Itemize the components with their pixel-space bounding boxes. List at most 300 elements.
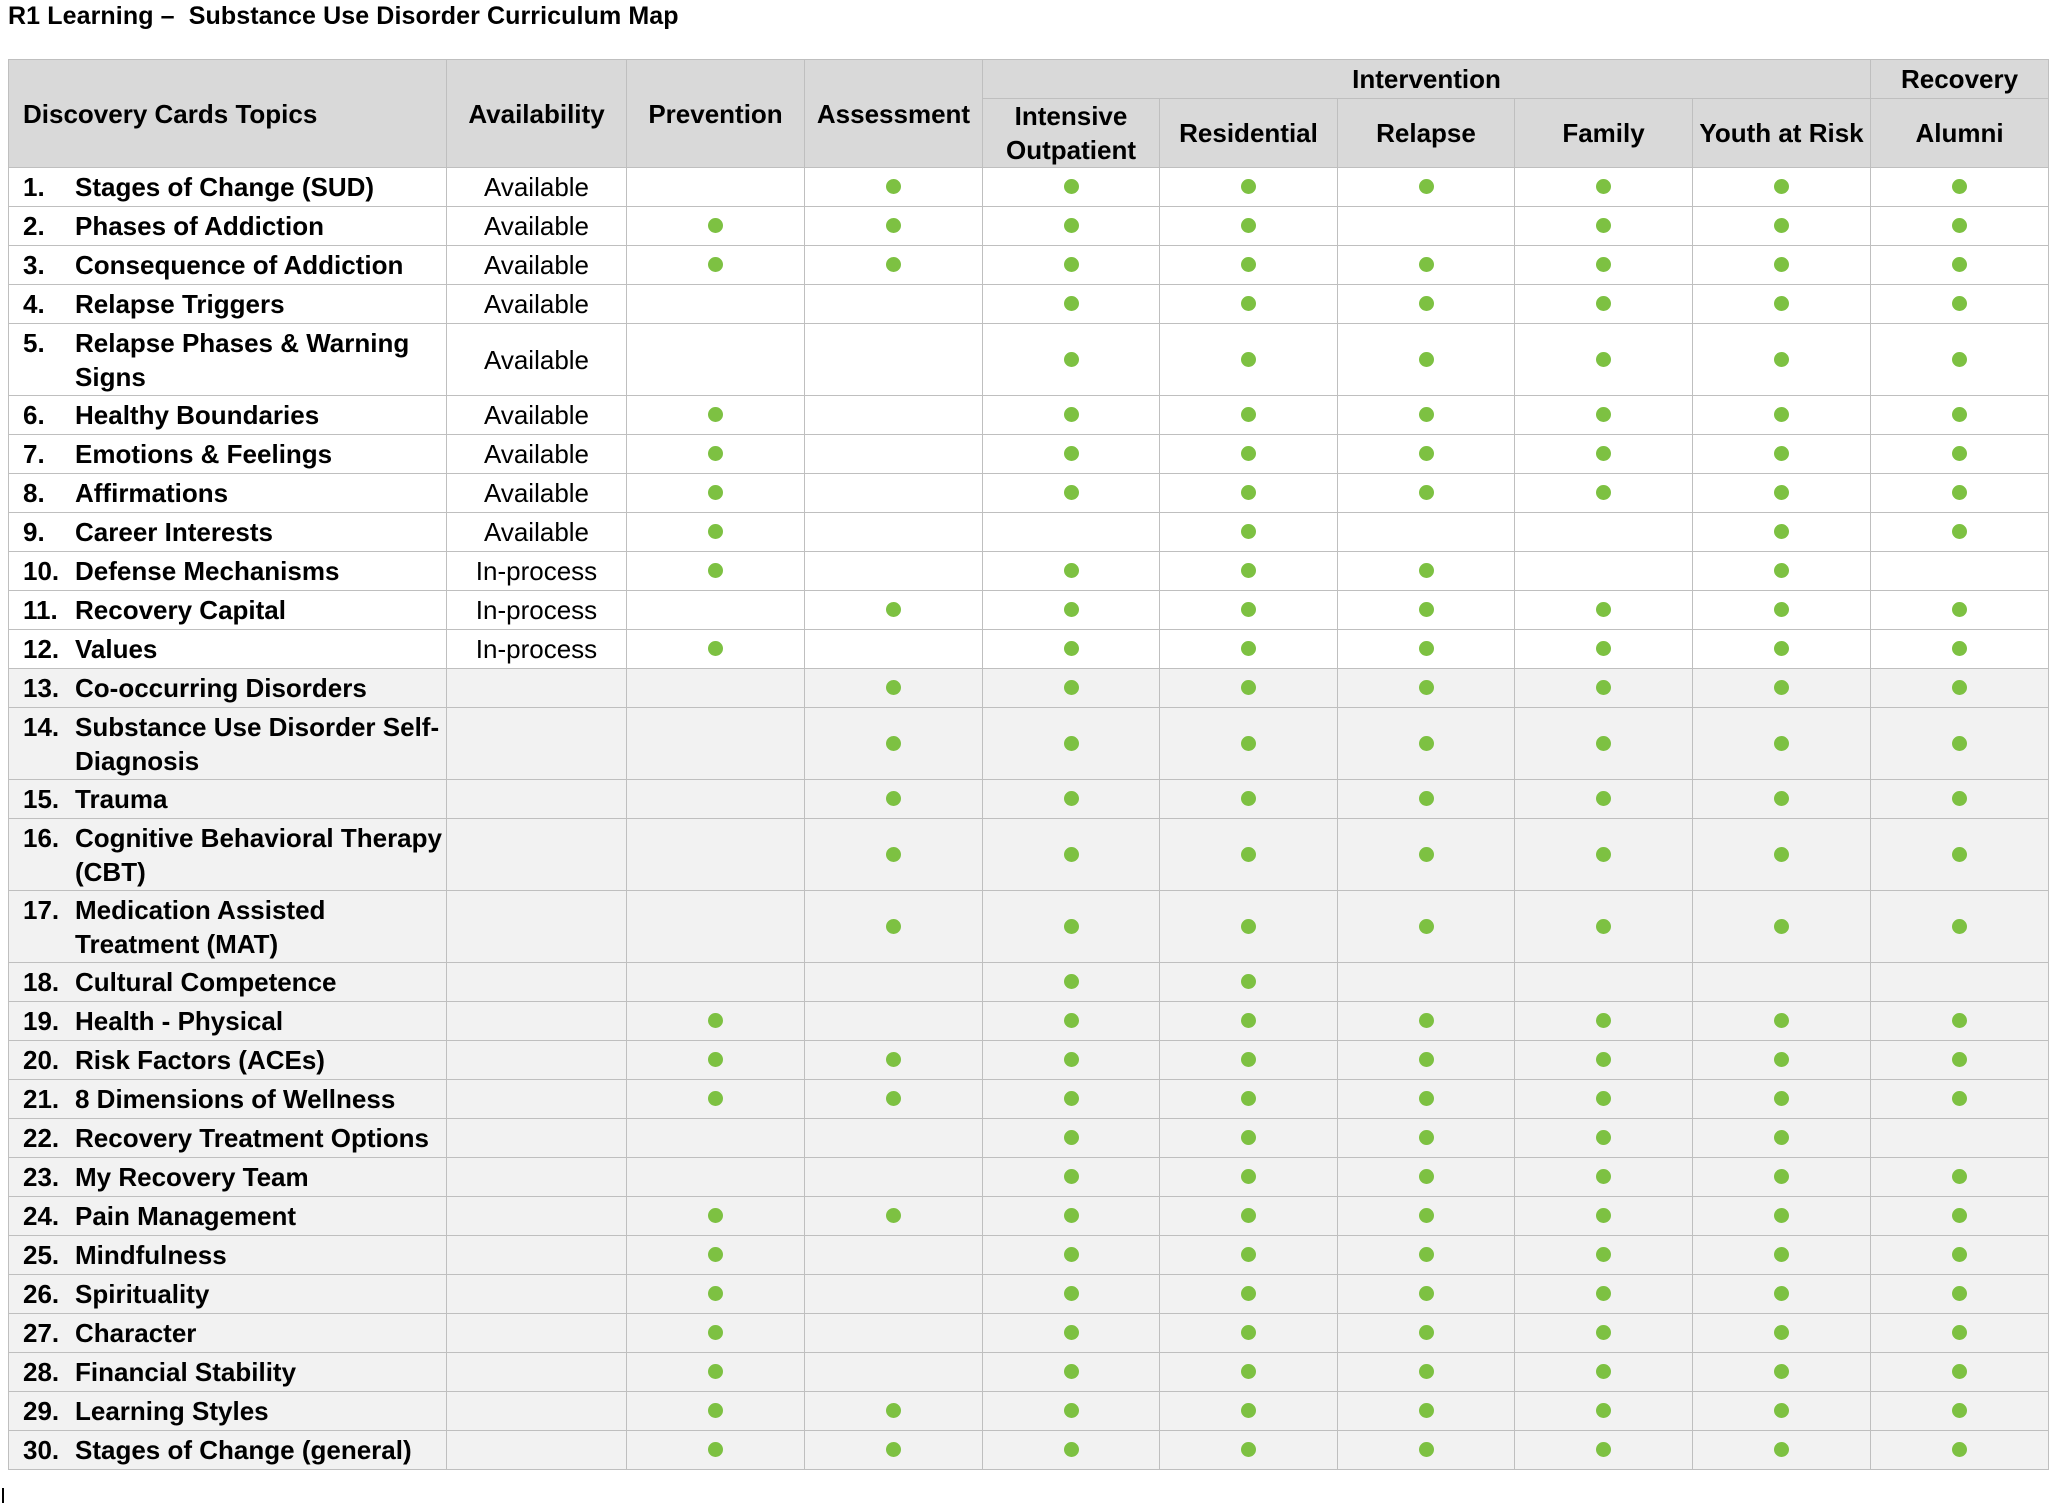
green-dot-icon	[1064, 1169, 1079, 1184]
green-dot-icon	[1064, 680, 1079, 695]
residential-cell	[1160, 1158, 1338, 1197]
table-row	[9, 1392, 2049, 1431]
table-row	[9, 168, 2049, 207]
green-dot-icon	[1596, 919, 1611, 934]
table-row	[9, 1002, 2049, 1041]
alumni-cell	[1871, 630, 2049, 669]
topic-cell	[9, 1197, 447, 1236]
youth-at-risk-cell	[1693, 963, 1871, 1002]
topic-cell	[9, 708, 447, 780]
relapse-cell	[1338, 591, 1515, 630]
green-dot-icon	[1064, 791, 1079, 806]
assessment-cell	[805, 324, 983, 396]
page-title: R1 Learning – Substance Use Disorder Curriculum Map	[8, 2, 679, 30]
prevention-cell	[627, 1314, 805, 1353]
intensive-outpatient-cell	[983, 1158, 1160, 1197]
assessment-cell	[805, 1392, 983, 1431]
green-dot-icon	[1952, 847, 1967, 862]
prevention-cell	[627, 1158, 805, 1197]
green-dot-icon	[1774, 791, 1789, 806]
youth-at-risk-cell	[1693, 1041, 1871, 1080]
green-dot-icon	[1064, 407, 1079, 422]
green-dot-icon	[1241, 296, 1256, 311]
relapse-cell	[1338, 1353, 1515, 1392]
topic-name: Stages of Change (general)	[75, 1435, 412, 1465]
prevention-cell	[627, 1041, 805, 1080]
topic-name: Defense Mechanisms	[75, 556, 340, 586]
availability-cell	[447, 780, 627, 819]
green-dot-icon	[1419, 407, 1434, 422]
topic-cell	[9, 780, 447, 819]
availability-cell	[447, 1002, 627, 1041]
availability-cell	[447, 1119, 627, 1158]
green-dot-icon	[1952, 1013, 1967, 1028]
green-dot-icon	[1419, 1130, 1434, 1145]
green-dot-icon	[886, 919, 901, 934]
assessment-cell	[805, 1041, 983, 1080]
youth-at-risk-cell	[1693, 1119, 1871, 1158]
availability-cell	[447, 1431, 627, 1470]
table-row	[9, 207, 2049, 246]
relapse-cell	[1338, 324, 1515, 396]
prevention-cell	[627, 396, 805, 435]
topic-cell	[9, 1314, 447, 1353]
green-dot-icon	[1064, 1364, 1079, 1379]
topic-cell	[9, 1275, 447, 1314]
youth-at-risk-cell	[1693, 1158, 1871, 1197]
green-dot-icon	[1064, 919, 1079, 934]
green-dot-icon	[708, 407, 723, 422]
residential-cell	[1160, 1314, 1338, 1353]
family-cell	[1515, 513, 1693, 552]
topic-number: 20.	[23, 1045, 60, 1075]
assessment-cell	[805, 669, 983, 708]
availability-cell: In-process	[447, 591, 627, 630]
green-dot-icon	[1064, 1286, 1079, 1301]
green-dot-icon	[1241, 1013, 1256, 1028]
topic-name: Character	[75, 1318, 197, 1348]
alumni-cell	[1871, 669, 2049, 708]
availability-cell	[447, 1197, 627, 1236]
topic-number: 7.	[23, 439, 45, 469]
green-dot-icon	[1241, 680, 1256, 695]
topic-cell	[9, 1041, 447, 1080]
intensive-outpatient-cell	[983, 513, 1160, 552]
assessment-cell	[805, 396, 983, 435]
green-dot-icon	[1419, 1286, 1434, 1301]
green-dot-icon	[1064, 974, 1079, 989]
intensive-outpatient-cell	[983, 246, 1160, 285]
family-cell	[1515, 435, 1693, 474]
header-availability: Availability	[447, 60, 627, 168]
green-dot-icon	[1952, 919, 1967, 934]
youth-at-risk-cell	[1693, 513, 1871, 552]
green-dot-icon	[1774, 641, 1789, 656]
alumni-cell	[1871, 396, 2049, 435]
residential-cell	[1160, 285, 1338, 324]
relapse-cell	[1338, 780, 1515, 819]
residential-cell	[1160, 1236, 1338, 1275]
availability-cell: Available	[447, 168, 627, 207]
alumni-cell	[1871, 1080, 2049, 1119]
green-dot-icon	[1952, 407, 1967, 422]
header-intervention: Intervention	[983, 60, 1871, 99]
green-dot-icon	[1419, 1442, 1434, 1457]
table-row	[9, 1236, 2049, 1275]
green-dot-icon	[886, 1208, 901, 1223]
green-dot-icon	[1241, 563, 1256, 578]
curriculum-table	[8, 59, 2049, 1470]
green-dot-icon	[1774, 1013, 1789, 1028]
table-row	[9, 1158, 2049, 1197]
topic-number: 10.	[23, 556, 60, 586]
prevention-cell	[627, 780, 805, 819]
green-dot-icon	[1774, 1286, 1789, 1301]
green-dot-icon	[1952, 524, 1967, 539]
table-row	[9, 285, 2049, 324]
topic-name: Health - Physical	[75, 1006, 284, 1036]
youth-at-risk-cell	[1693, 207, 1871, 246]
green-dot-icon	[1774, 563, 1789, 578]
relapse-cell	[1338, 396, 1515, 435]
relapse-cell	[1338, 513, 1515, 552]
prevention-cell	[627, 1080, 805, 1119]
relapse-cell	[1338, 1275, 1515, 1314]
topic-name: Co-occurring Disorders	[75, 673, 367, 703]
alumni-cell	[1871, 708, 2049, 780]
topic-number: 30.	[23, 1435, 60, 1465]
green-dot-icon	[1596, 1013, 1611, 1028]
green-dot-icon	[1241, 1247, 1256, 1262]
green-dot-icon	[1952, 1091, 1967, 1106]
prevention-cell	[627, 1431, 805, 1470]
prevention-cell	[627, 285, 805, 324]
topic-number: 26.	[23, 1279, 60, 1309]
residential-cell	[1160, 591, 1338, 630]
family-cell	[1515, 1431, 1693, 1470]
availability-cell	[447, 708, 627, 780]
green-dot-icon	[708, 446, 723, 461]
alumni-cell	[1871, 435, 2049, 474]
green-dot-icon	[1064, 602, 1079, 617]
green-dot-icon	[1241, 179, 1256, 194]
green-dot-icon	[1241, 352, 1256, 367]
green-dot-icon	[1064, 446, 1079, 461]
residential-cell	[1160, 246, 1338, 285]
green-dot-icon	[1774, 1091, 1789, 1106]
topic-number: 8.	[23, 478, 45, 508]
alumni-cell	[1871, 285, 2049, 324]
green-dot-icon	[1952, 485, 1967, 500]
topic-cell	[9, 669, 447, 708]
green-dot-icon	[1774, 1052, 1789, 1067]
family-cell	[1515, 1236, 1693, 1275]
green-dot-icon	[886, 736, 901, 751]
family-cell	[1515, 168, 1693, 207]
alumni-cell	[1871, 963, 2049, 1002]
availability-cell: Available	[447, 246, 627, 285]
relapse-cell	[1338, 552, 1515, 591]
relapse-cell	[1338, 1041, 1515, 1080]
green-dot-icon	[1596, 1247, 1611, 1262]
intensive-outpatient-cell	[983, 819, 1160, 891]
table-row	[9, 630, 2049, 669]
alumni-cell	[1871, 591, 2049, 630]
green-dot-icon	[1064, 1208, 1079, 1223]
green-dot-icon	[1596, 446, 1611, 461]
residential-cell	[1160, 324, 1338, 396]
residential-cell	[1160, 630, 1338, 669]
green-dot-icon	[1241, 847, 1256, 862]
intensive-outpatient-cell	[983, 1236, 1160, 1275]
green-dot-icon	[1241, 641, 1256, 656]
topic-cell	[9, 1392, 447, 1431]
intensive-outpatient-cell	[983, 591, 1160, 630]
green-dot-icon	[1064, 1052, 1079, 1067]
green-dot-icon	[708, 1364, 723, 1379]
green-dot-icon	[1596, 847, 1611, 862]
prevention-cell	[627, 819, 805, 891]
residential-cell	[1160, 780, 1338, 819]
topic-name: Affirmations	[75, 478, 229, 508]
topic-cell	[9, 513, 447, 552]
topic-name: Stages of Change (SUD)	[75, 172, 375, 202]
relapse-cell	[1338, 1392, 1515, 1431]
topic-name: Values	[75, 634, 158, 664]
green-dot-icon	[1241, 524, 1256, 539]
topic-name: Relapse Triggers	[75, 289, 285, 319]
green-dot-icon	[708, 1208, 723, 1223]
green-dot-icon	[1774, 1442, 1789, 1457]
topic-cell	[9, 1158, 447, 1197]
topic-name: Medication Assisted Treatment (MAT)	[75, 894, 326, 959]
alumni-cell	[1871, 246, 2049, 285]
green-dot-icon	[1774, 218, 1789, 233]
green-dot-icon	[1596, 352, 1611, 367]
relapse-cell	[1338, 708, 1515, 780]
green-dot-icon	[1241, 602, 1256, 617]
green-dot-icon	[886, 680, 901, 695]
assessment-cell	[805, 708, 983, 780]
green-dot-icon	[1419, 641, 1434, 656]
topic-number: 1.	[23, 172, 45, 202]
prevention-cell	[627, 1197, 805, 1236]
youth-at-risk-cell	[1693, 1431, 1871, 1470]
topic-cell	[9, 552, 447, 591]
alumni-cell	[1871, 1431, 2049, 1470]
topic-cell	[9, 1080, 447, 1119]
intensive-outpatient-cell	[983, 891, 1160, 963]
green-dot-icon	[1419, 736, 1434, 751]
residential-cell	[1160, 207, 1338, 246]
availability-cell	[447, 1080, 627, 1119]
table-row	[9, 246, 2049, 285]
alumni-cell	[1871, 1002, 2049, 1041]
youth-at-risk-cell	[1693, 1314, 1871, 1353]
intensive-outpatient-cell	[983, 324, 1160, 396]
topic-name: Pain Management	[75, 1201, 297, 1231]
assessment-cell	[805, 963, 983, 1002]
assessment-cell	[805, 1431, 983, 1470]
residential-cell	[1160, 669, 1338, 708]
topic-number: 5.	[23, 327, 45, 358]
topic-number: 14.	[23, 711, 60, 742]
green-dot-icon	[708, 1325, 723, 1340]
green-dot-icon	[1596, 680, 1611, 695]
green-dot-icon	[708, 1052, 723, 1067]
assessment-cell	[805, 246, 983, 285]
residential-cell	[1160, 513, 1338, 552]
topic-number: 25.	[23, 1240, 60, 1270]
residential-cell	[1160, 1275, 1338, 1314]
green-dot-icon	[1596, 1091, 1611, 1106]
residential-cell	[1160, 1392, 1338, 1431]
topic-cell	[9, 474, 447, 513]
topic-number: 22.	[23, 1123, 60, 1153]
topic-cell	[9, 246, 447, 285]
family-cell	[1515, 1158, 1693, 1197]
alumni-cell	[1871, 891, 2049, 963]
residential-cell	[1160, 1080, 1338, 1119]
residential-cell	[1160, 891, 1338, 963]
green-dot-icon	[1241, 1403, 1256, 1418]
green-dot-icon	[1774, 524, 1789, 539]
topic-name: Learning Styles	[75, 1396, 269, 1426]
topic-number: 13.	[23, 673, 60, 703]
table-body	[9, 168, 2049, 1470]
alumni-cell	[1871, 474, 2049, 513]
relapse-cell	[1338, 1119, 1515, 1158]
topic-cell	[9, 207, 447, 246]
table-row	[9, 435, 2049, 474]
youth-at-risk-cell	[1693, 669, 1871, 708]
intensive-outpatient-cell	[983, 630, 1160, 669]
green-dot-icon	[1774, 1208, 1789, 1223]
green-dot-icon	[1952, 791, 1967, 806]
topic-number: 15.	[23, 784, 60, 814]
youth-at-risk-cell	[1693, 552, 1871, 591]
topic-name: Cultural Competence	[75, 967, 337, 997]
green-dot-icon	[1596, 1052, 1611, 1067]
prevention-cell	[627, 1236, 805, 1275]
green-dot-icon	[708, 1286, 723, 1301]
availability-cell	[447, 669, 627, 708]
relapse-cell	[1338, 474, 1515, 513]
youth-at-risk-cell	[1693, 324, 1871, 396]
topic-cell	[9, 285, 447, 324]
prevention-cell	[627, 246, 805, 285]
green-dot-icon	[1419, 1013, 1434, 1028]
assessment-cell	[805, 891, 983, 963]
relapse-cell	[1338, 630, 1515, 669]
green-dot-icon	[1064, 1442, 1079, 1457]
prevention-cell	[627, 474, 805, 513]
prevention-cell	[627, 591, 805, 630]
green-dot-icon	[1952, 446, 1967, 461]
residential-cell	[1160, 819, 1338, 891]
family-cell	[1515, 1314, 1693, 1353]
green-dot-icon	[1241, 919, 1256, 934]
green-dot-icon	[1952, 1286, 1967, 1301]
green-dot-icon	[1774, 919, 1789, 934]
assessment-cell	[805, 1275, 983, 1314]
family-cell	[1515, 780, 1693, 819]
assessment-cell	[805, 591, 983, 630]
family-cell	[1515, 630, 1693, 669]
green-dot-icon	[1064, 1403, 1079, 1418]
green-dot-icon	[886, 1403, 901, 1418]
green-dot-icon	[1064, 736, 1079, 751]
intensive-outpatient-cell	[983, 552, 1160, 591]
availability-cell: Available	[447, 324, 627, 396]
relapse-cell	[1338, 963, 1515, 1002]
green-dot-icon	[1596, 179, 1611, 194]
green-dot-icon	[708, 257, 723, 272]
green-dot-icon	[1419, 847, 1434, 862]
green-dot-icon	[1952, 1052, 1967, 1067]
green-dot-icon	[1241, 974, 1256, 989]
table-row	[9, 891, 2049, 963]
intensive-outpatient-cell	[983, 1353, 1160, 1392]
assessment-cell	[805, 1002, 983, 1041]
prevention-cell	[627, 1392, 805, 1431]
topic-name: 8 Dimensions of Wellness	[75, 1084, 396, 1114]
assessment-cell	[805, 513, 983, 552]
relapse-cell	[1338, 168, 1515, 207]
intensive-outpatient-cell	[983, 1392, 1160, 1431]
green-dot-icon	[886, 218, 901, 233]
topic-cell	[9, 891, 447, 963]
green-dot-icon	[1774, 296, 1789, 311]
green-dot-icon	[708, 1442, 723, 1457]
green-dot-icon	[886, 179, 901, 194]
green-dot-icon	[1064, 1091, 1079, 1106]
table-row	[9, 1314, 2049, 1353]
relapse-cell	[1338, 1158, 1515, 1197]
topic-cell	[9, 168, 447, 207]
green-dot-icon	[1774, 352, 1789, 367]
topic-number: 21.	[23, 1084, 60, 1114]
prevention-cell	[627, 1002, 805, 1041]
prevention-cell	[627, 708, 805, 780]
topic-number: 27.	[23, 1318, 60, 1348]
green-dot-icon	[1774, 1247, 1789, 1262]
green-dot-icon	[708, 485, 723, 500]
green-dot-icon	[1596, 1169, 1611, 1184]
green-dot-icon	[1596, 1364, 1611, 1379]
topic-name: Risk Factors (ACEs)	[75, 1045, 325, 1075]
green-dot-icon	[1419, 1169, 1434, 1184]
assessment-cell	[805, 285, 983, 324]
youth-at-risk-cell	[1693, 285, 1871, 324]
header-family: Family	[1515, 99, 1693, 168]
topic-name: Spirituality	[75, 1279, 210, 1309]
family-cell	[1515, 474, 1693, 513]
family-cell	[1515, 708, 1693, 780]
residential-cell	[1160, 1197, 1338, 1236]
availability-cell: Available	[447, 396, 627, 435]
residential-cell	[1160, 1353, 1338, 1392]
topic-cell	[9, 1236, 447, 1275]
topic-name: Relapse Phases & Warning Signs	[75, 327, 410, 392]
green-dot-icon	[886, 1052, 901, 1067]
relapse-cell	[1338, 207, 1515, 246]
green-dot-icon	[1952, 1325, 1967, 1340]
green-dot-icon	[886, 791, 901, 806]
intensive-outpatient-cell	[983, 1119, 1160, 1158]
topic-number: 16.	[23, 822, 60, 853]
residential-cell	[1160, 963, 1338, 1002]
